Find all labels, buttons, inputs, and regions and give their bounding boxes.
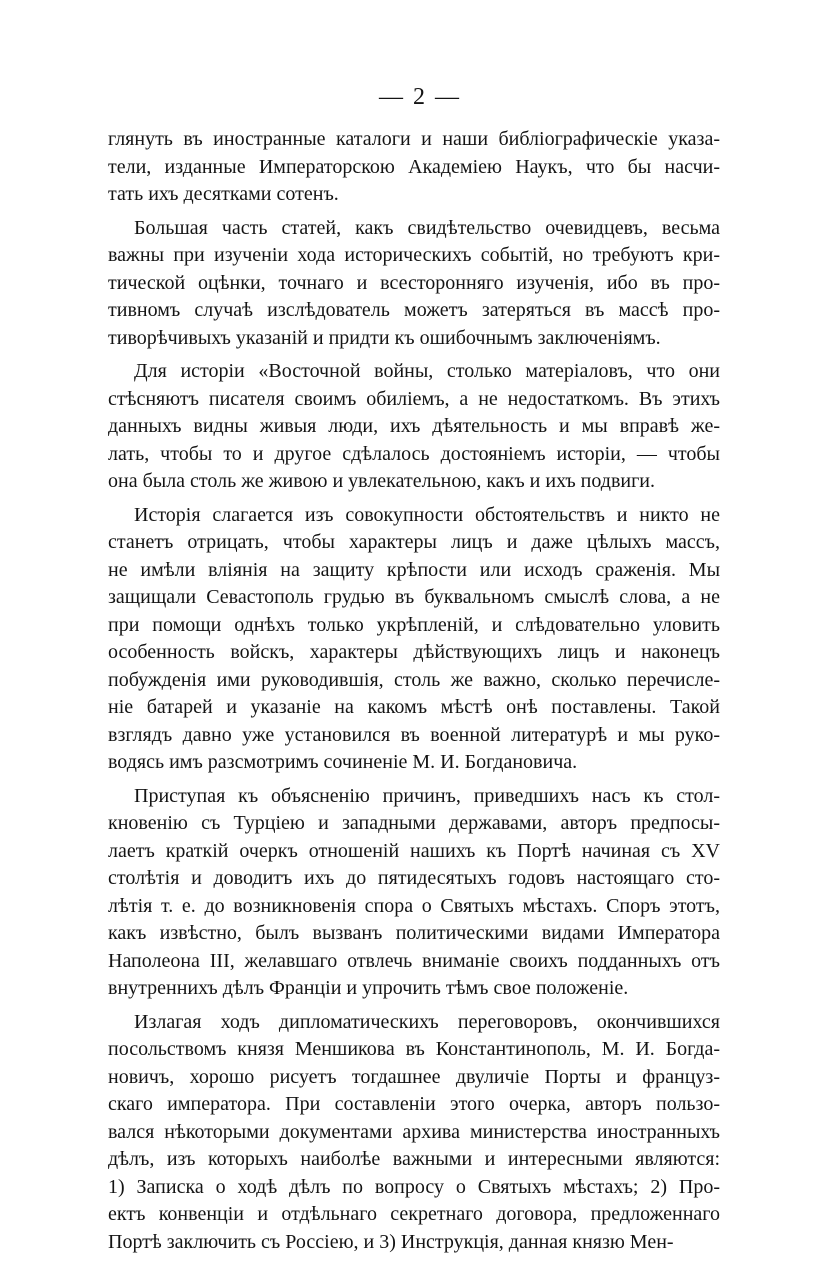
text-line: скаго императора. При составленiи этого очерка, авторъ пользо-: [108, 1093, 720, 1115]
text-line: Для исторiи «Восточной войны, столько матерiаловъ, что они: [134, 360, 720, 382]
text-line: глянуть въ иностранные каталоги и наши библiографическiе указа-: [108, 128, 720, 150]
text-line: особенность войскъ, характеры дѣйствующихъ лицъ и наконецъ: [108, 641, 720, 663]
text-line: новичъ, хорошо рисуетъ тогдашнее двуличiе Порты и француз-: [108, 1065, 720, 1088]
text-line: ектъ конвенцiи и отдѣльнаго секретнаго договора, предложеннаго: [108, 1203, 720, 1225]
text-line: нiе батарей и указанiе на какомъ мѣстѣ онѣ поставлены. Такой: [108, 696, 720, 718]
text-line: она была столь же живою и увлекательною, какъ и ихъ подвиги.: [108, 470, 656, 492]
text-line: взглядъ давно уже установился въ военной литературѣ и мы руко-: [108, 723, 720, 746]
text-line: Излагая ходъ дипломатическихъ переговоровъ, окончившихся: [134, 1010, 720, 1033]
text-line: Портѣ заключить съ Россiею, и 3) Инструкцiя, данная князю Мен-: [108, 1230, 674, 1253]
text-line: тиворѣчивыхъ указанiй и придти къ ошибочнымъ заключенiямъ.: [108, 326, 661, 349]
text-line: Приступая къ объясненiю причинъ, приведшихъ насъ къ стол-: [134, 784, 720, 807]
text-line: Исторiя слагается изъ совокупности обстоятельствъ и никто не: [134, 503, 720, 526]
text-line: станетъ отрицать, чтобы характеры лицъ и даже цѣлыхъ массъ,: [108, 531, 720, 553]
text-line: вался нѣкоторыми документами архива министерства иностранныхъ: [108, 1120, 720, 1143]
text-line: защищали Севастополь грудью въ буквальномъ смыслѣ слова, а не: [108, 586, 720, 608]
text-line: Наполеона III, желавшаго отвлечь вниманiе своихъ подданныхъ отъ: [108, 949, 720, 972]
text-line: Большая часть статей, какъ свидѣтельство очевидцевъ, весьма: [134, 216, 720, 239]
paragraph: [108, 215, 720, 353]
text-line: лѣтiя т. е. до возникновенiя спора о Святыхъ мѣстахъ. Споръ этотъ,: [108, 894, 720, 917]
paragraph: [108, 126, 720, 209]
body-text: [108, 126, 720, 1262]
text-line: при помощи однѣхъ только укрѣпленiй, и слѣдовательно уловить: [108, 613, 720, 636]
text-line: тать ихъ десятками сотенъ.: [108, 183, 339, 205]
text-line: лаетъ краткiй очеркъ отношенiй нашихъ къ Портѣ начиная съ XV: [108, 839, 720, 862]
text-line: не имѣли влiянiя на защиту крѣпости или исходъ сраженiя. Мы: [108, 558, 720, 581]
paragraph: [108, 502, 720, 777]
text-line: водясь имъ разсмотримъ сочиненiе М. И. Богдановича.: [108, 751, 578, 773]
text-line: данныхъ видны живыя люди, ихъ дѣятельность и мы вправѣ же-: [108, 415, 720, 437]
text-line: дѣлъ, изъ которыхъ наиболѣе важными и интересными являются:: [108, 1148, 720, 1170]
text-line: тивномъ случаѣ изслѣдователь можетъ затеряться въ массѣ про-: [108, 299, 720, 321]
page-number: — 2 —: [379, 84, 461, 110]
paragraph: [108, 358, 720, 496]
text-line: тели, изданные Императорскою Академiею Наукъ, что бы насчи-: [108, 155, 720, 178]
text-line: 1) Записка о ходѣ дѣлъ по вопросу о Святыхъ мѣстахъ; 2) Про-: [108, 1175, 720, 1198]
text-line: кновенiю съ Турцiею и западными державами, авторъ предпосы-: [108, 812, 720, 834]
text-line: столѣтiя и доводитъ ихъ до пятидесятыхъ годовъ настоящаго сто-: [108, 867, 720, 889]
text-line: тической оцѣнки, точнаго и всесторонняго изученiя, ибо въ про-: [108, 271, 720, 294]
text-line: какъ извѣстно, былъ вызванъ политическими видами Императора: [108, 922, 720, 944]
text-line: внутреннихъ дѣлъ Францiи и упрочить тѣмъ свое положенiе.: [108, 977, 629, 999]
text-line: лать, чтобы то и другое сдѣлалось достоянiемъ исторiи, — чтобы: [108, 442, 720, 465]
text-line: посольствомъ князя Меншикова въ Константинополь, М. И. Богда-: [108, 1038, 720, 1060]
paragraph: [108, 1009, 720, 1257]
text-line: побужденiя ими руководившiя, столь же важно, сколько перечисле-: [108, 668, 720, 691]
paragraph: [108, 783, 720, 1003]
text-line: стѣсняютъ писателя своимъ обилiемъ, а не недостаткомъ. Въ этихъ: [108, 387, 720, 410]
text-line: важны при изученiи хода историческихъ событiй, но требуютъ кри-: [108, 244, 720, 266]
